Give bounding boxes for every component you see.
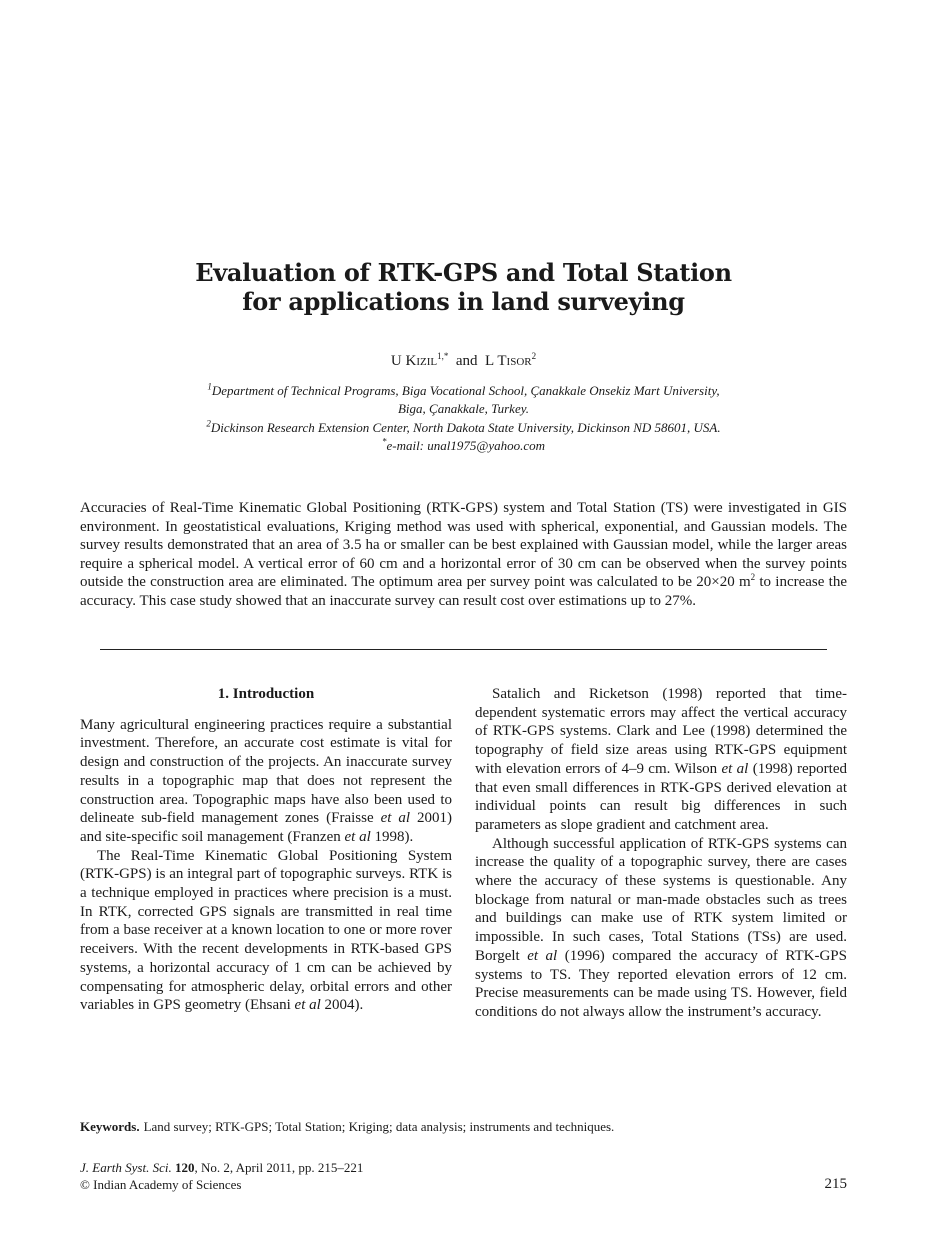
author1-initial: U — [390, 353, 402, 369]
affiliation-2 — [80, 419, 847, 437]
author2-surname: Tisor — [497, 353, 532, 369]
right-p2-text-a: Although successful application of RTK-GPS systems can increase the quality of a topographic survey, there are cases where the accuracy of these systems is questionable. Any blockage from natural or man-made obstacles such as trees and buildings can make use of RTK system limited or impossible. In such cases, Total Stations (TSs) are used. Borgelt — [475, 835, 847, 964]
journal-volume: 120 — [174, 1160, 195, 1175]
affiliation-1-line-1 — [80, 382, 847, 400]
journal-footer — [80, 1159, 363, 1193]
right-p2-text-b: (1996) compared the accuracy of RTK-GPS systems to TS. They reported elevation errors of 12 cm. Precise measurements can be made using TS. However, field conditions do not always allow the instrument’s accuracy. — [475, 947, 847, 1020]
page-number: 215 — [824, 1176, 847, 1192]
intro-p1-etal-2: et al — [344, 828, 371, 845]
citation-line — [80, 1159, 363, 1176]
intro-p1-etal-1: et al — [380, 810, 411, 827]
email-mark: * — [381, 436, 387, 447]
affiliation-1-line-2: Biga, Çanakkale, Turkey. — [397, 401, 530, 417]
keywords — [80, 1119, 847, 1135]
abstract-superscript: 2 — [750, 572, 756, 582]
title-line-1: Evaluation of RTK-GPS and Total Station — [195, 258, 732, 287]
abstract-text-1: Accuracies of Real-Time Kinematic Global Positioning (RTK-GPS) system and Total Station (TS) were investigated in GIS environment. In geostatistical evaluations, Kriging method was used with spherical, exponential, and Gaussian models. The survey results demonstrated that an area of 3.5 ha or smaller can be best explained with Gaussian model, while the larger areas require a spherical model. A vertical error of 60 cm and a horizontal error of 30 cm can be observed when the survey points outside the construction area are eliminated. The optimum area per survey point was calculated to be 20×20 m — [80, 500, 847, 590]
affil-2-text: Dickinson Research Extension Center, North Dakota State University, Dickinson ND 58601, USA. — [210, 419, 721, 435]
copyright-line: © Indian Academy of Sciences — [80, 1177, 242, 1192]
intro-p2-text-b: 2004). — [320, 997, 364, 1014]
intro-p2-etal: et al — [294, 997, 321, 1014]
email-text: e-mail: unal1975@yahoo.com — [386, 438, 546, 454]
author2-affil-mark: 2 — [531, 351, 537, 361]
author-conjunction: and — [455, 353, 478, 369]
author2-initial: L — [485, 353, 494, 369]
abstract-divider — [100, 649, 827, 650]
keywords-label: Keywords. — [80, 1119, 140, 1134]
right-p1-text-b: (1998) reported that even small differences in RTK-GPS derived elevation at individual points can result big differences in such parameters as slope gradient and catchment area. — [475, 760, 847, 833]
right-paragraph-2 — [475, 835, 847, 1022]
affil-1-mark: 1 — [207, 381, 212, 392]
intro-paragraph-2 — [80, 847, 452, 1015]
intro-paragraph-1 — [80, 716, 452, 847]
intro-p2-text-a: The Real-Time Kinematic Global Positioning System (RTK-GPS) is an integral part of topographic surveys. RTK is a technique employed in practices where precision is a must. In RTK, corrected GPS signals are transmitted in real time from a base receiver at a known location to one or more rover receivers. With the recent developments in RTK-based GPS systems, a horizontal accuracy of 1 cm can be achieved by compensating for atmospheric delay, orbital errors and other variables in GPS geometry (Ehsani — [80, 847, 452, 1014]
left-column — [80, 685, 452, 1015]
author1-surname: Kizil — [405, 353, 438, 369]
paper-title — [80, 258, 847, 316]
journal-name: J. Earth Syst. Sci. — [80, 1160, 172, 1175]
right-column — [475, 685, 847, 1022]
keywords-text: Land survey; RTK-GPS; Total Station; Kriging; data analysis; instruments and techniques. — [143, 1119, 615, 1134]
affiliations — [80, 382, 847, 456]
author1-affil-mark: 1,* — [437, 351, 449, 361]
right-p1-text-a: Satalich and Ricketson (1998) reported that time-dependent systematic errors may affect the vertical accuracy of RTK-GPS systems. Clark and Lee (1998) determined the topography of field size areas using RTK-GPS equipment with elevation errors of 4–9 cm. Wilson — [475, 686, 847, 777]
right-paragraph-1 — [475, 685, 847, 835]
right-p2-etal: et al — [527, 947, 558, 964]
journal-issue-pages: , No. 2, April 2011, pp. 215–221 — [194, 1160, 364, 1175]
right-p1-etal: et al — [721, 760, 749, 777]
abstract-text-2: to increase the accuracy. This case study showed that an inaccurate survey can result cost over estimations up to 27%. — [80, 574, 847, 609]
intro-p1-text-c: 1998). — [370, 828, 414, 845]
author-list — [80, 351, 847, 371]
corresponding-email — [80, 437, 847, 455]
affil-1-text: Department of Technical Programs, Biga Vocational School, Çanakkale Onsekiz Mart University, — [211, 383, 720, 398]
section-heading: 1. Introduction — [217, 686, 315, 702]
affil-2-mark: 2 — [206, 418, 211, 429]
abstract — [80, 499, 847, 610]
title-line-2: for applications in land surveying — [242, 287, 685, 316]
intro-p1-text-a: Many agricultural engineering practices require a substantial investment. Therefore, an accurate cost estimate is vital for design and construction of the projects. An inaccurate survey results in a topographic map that does not represent the construction area. Topographic maps have also been used to delineate sub-field management zones (Fraisse — [80, 716, 452, 827]
intro-p1-text-b: 2001) and site-specific soil management (Franzen — [80, 810, 452, 845]
